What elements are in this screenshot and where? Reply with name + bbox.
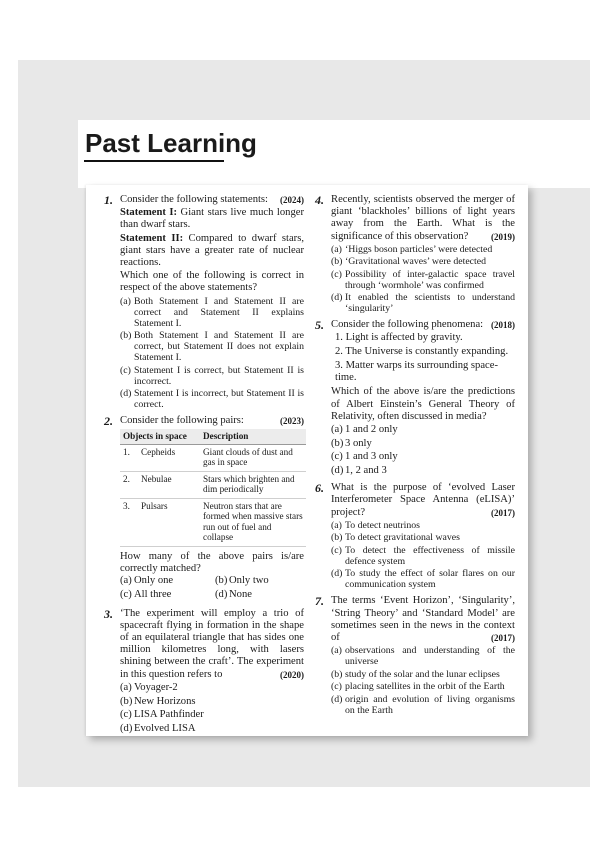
options-list <box>315 244 515 315</box>
table-row: 1. Cepheids Giant clouds of dust and gas in space <box>120 444 306 471</box>
question-7 <box>315 595 515 715</box>
question-1 <box>104 194 304 410</box>
option-b[interactable]: (b) To detect gravitational waves <box>331 532 460 544</box>
question-year: (2019) <box>491 231 515 242</box>
option-a[interactable]: (a) Only one <box>120 575 174 587</box>
option-b[interactable]: (b) ‘Gravitational waves’ were detected <box>331 256 486 268</box>
question-text: Consider the following pairs: <box>120 415 244 427</box>
question-year: (2020) <box>280 669 304 680</box>
statement-text: Compared to dwarf stars, giant stars have a greater rate of nuclear reactions. <box>120 232 304 269</box>
option-a[interactable]: (a) observations and understanding of the universe <box>331 645 515 668</box>
question-year: (2018) <box>491 320 515 331</box>
option-d[interactable]: (d) Evolved LISA <box>120 722 196 734</box>
question-number: 3. <box>104 606 113 621</box>
question-text: The terms ‘Event Horizon’, ‘Singularity’, ‘String Theory’ and ‘Standard Model’ are sometimes seen in the news in the context of <box>331 595 515 643</box>
question-prompt: How many of the above pairs is/are correctly matched? <box>120 550 304 575</box>
option-d[interactable]: (d) None <box>215 588 252 600</box>
option-c[interactable]: (c) placing satellites in the orbit of the Earth <box>331 681 505 693</box>
option-b[interactable]: (b) Both Statement I and Statement II are correct, but Statement II does not explain Statement I. <box>120 330 304 364</box>
question-5 <box>315 319 515 477</box>
question-prompt: Which one of the following is correct in respect of the above statements? <box>120 270 304 294</box>
question-text: Recently, scientists observed the merger of giant ‘blackholes’ billions of light years away from the Earth. What is the significance of this observation? <box>331 194 515 242</box>
list-item: 2. The Universe is constantly expanding. <box>335 345 509 357</box>
option-c[interactable]: (c) 1 and 3 only <box>331 451 398 463</box>
question-number: 5. <box>315 318 324 333</box>
question-text: What is the purpose of ‘evolved Laser Interferometer Space Antenna (eLISA)’ project? <box>331 482 515 518</box>
question-prompt: Which of the above is/are the predictions of Albert Einstein’s General Theory of Relativity, often discussed in media? <box>331 386 515 422</box>
question-3 <box>104 608 304 736</box>
option-c[interactable]: (c) Possibility of inter-galactic space travel through ‘wormhole’ was confirmed <box>331 268 515 291</box>
options-list <box>315 520 515 591</box>
statement-label: Statement II: <box>120 232 184 244</box>
question-6 <box>315 482 515 590</box>
option-d[interactable]: (d) To study the effect of solar flares on our communication system <box>331 568 515 591</box>
question-2 <box>104 415 304 603</box>
options-list <box>104 296 304 411</box>
table-header-row <box>120 429 306 444</box>
statement-label: Statement I: <box>120 207 178 219</box>
right-column <box>315 194 515 721</box>
question-year: (2023) <box>280 416 304 427</box>
options-list <box>104 575 304 602</box>
column-header: Description <box>200 429 306 444</box>
question-number: 1. <box>104 193 113 207</box>
option-d[interactable]: (d) 1, 2 and 3 <box>331 465 387 477</box>
question-4 <box>315 194 515 314</box>
options-list <box>104 682 304 735</box>
option-a[interactable]: (a) Voyager-2 <box>120 681 178 693</box>
option-b[interactable]: (b) New Horizons <box>120 695 196 707</box>
statement-text: Giant stars live much longer than dwarf stars. <box>120 207 304 231</box>
question-year: (2024) <box>280 195 304 205</box>
option-b[interactable]: (b) Only two <box>215 575 269 587</box>
option-a[interactable]: (a) Both Statement I and Statement II are correct and Statement II explains Statement I. <box>120 295 304 329</box>
question-year: (2017) <box>491 632 515 643</box>
question-year: (2017) <box>491 507 515 518</box>
options-list <box>315 424 515 477</box>
option-c[interactable]: (c) LISA Pathfinder <box>120 709 204 721</box>
question-text: ‘The experiment will employ a trio of spacecraft flying in formation in the shape of an equilateral triangle that has sides one million kilometres long, with lasers shining between the craft’. The experiment in this question refers to <box>120 607 304 680</box>
questions-card <box>86 185 528 736</box>
statement-2 <box>104 233 304 270</box>
phenomena-list <box>315 332 515 385</box>
question-number: 6. <box>315 481 324 496</box>
question-text: Consider the following phenomena: <box>331 319 484 331</box>
option-c[interactable]: (c) Statement I is correct, but Statement II is incorrect. <box>120 364 304 387</box>
question-number: 7. <box>315 594 324 609</box>
option-c[interactable]: (c) All three <box>120 588 172 600</box>
page-title: Past Learning <box>85 128 257 158</box>
list-item: 1. Light is affected by gravity. <box>335 331 463 343</box>
question-text: Consider the following statements: <box>120 194 268 205</box>
option-d[interactable]: (d) origin and evolution of living organisms on the Earth <box>331 693 515 716</box>
left-column <box>104 194 304 740</box>
question-number: 4. <box>315 193 324 207</box>
option-b[interactable]: (b) 3 only <box>331 437 372 449</box>
option-a[interactable]: (a) 1 and 2 only <box>331 423 398 435</box>
table-row: 3. Pulsars Neutron stars that are formed when massive stars run out of fuel and collapse <box>120 498 306 546</box>
option-d[interactable]: (d) Statement I is incorrect, but Statement II is correct. <box>120 388 304 411</box>
column-header: Objects in space <box>120 429 200 444</box>
pairs-table <box>120 429 306 547</box>
question-number: 2. <box>104 414 113 429</box>
options-list <box>315 645 515 716</box>
option-c[interactable]: (c) To detect the effectiveness of missile defence system <box>331 544 515 567</box>
option-a[interactable]: (a) ‘Higgs boson particles’ were detected <box>331 243 493 255</box>
list-item: 3. Matter warps its surrounding space-time. <box>335 359 498 384</box>
option-a[interactable]: (a) To detect neutrinos <box>331 519 420 531</box>
statement-1 <box>104 207 304 231</box>
option-d[interactable]: (d) It enabled the scientists to understand ‘singularity’ <box>331 292 515 315</box>
table-row: 2. Nebulae Stars which brighten and dim periodically <box>120 471 306 498</box>
option-b[interactable]: (b) study of the solar and the lunar eclipses <box>331 668 500 680</box>
title-underline <box>84 160 224 162</box>
